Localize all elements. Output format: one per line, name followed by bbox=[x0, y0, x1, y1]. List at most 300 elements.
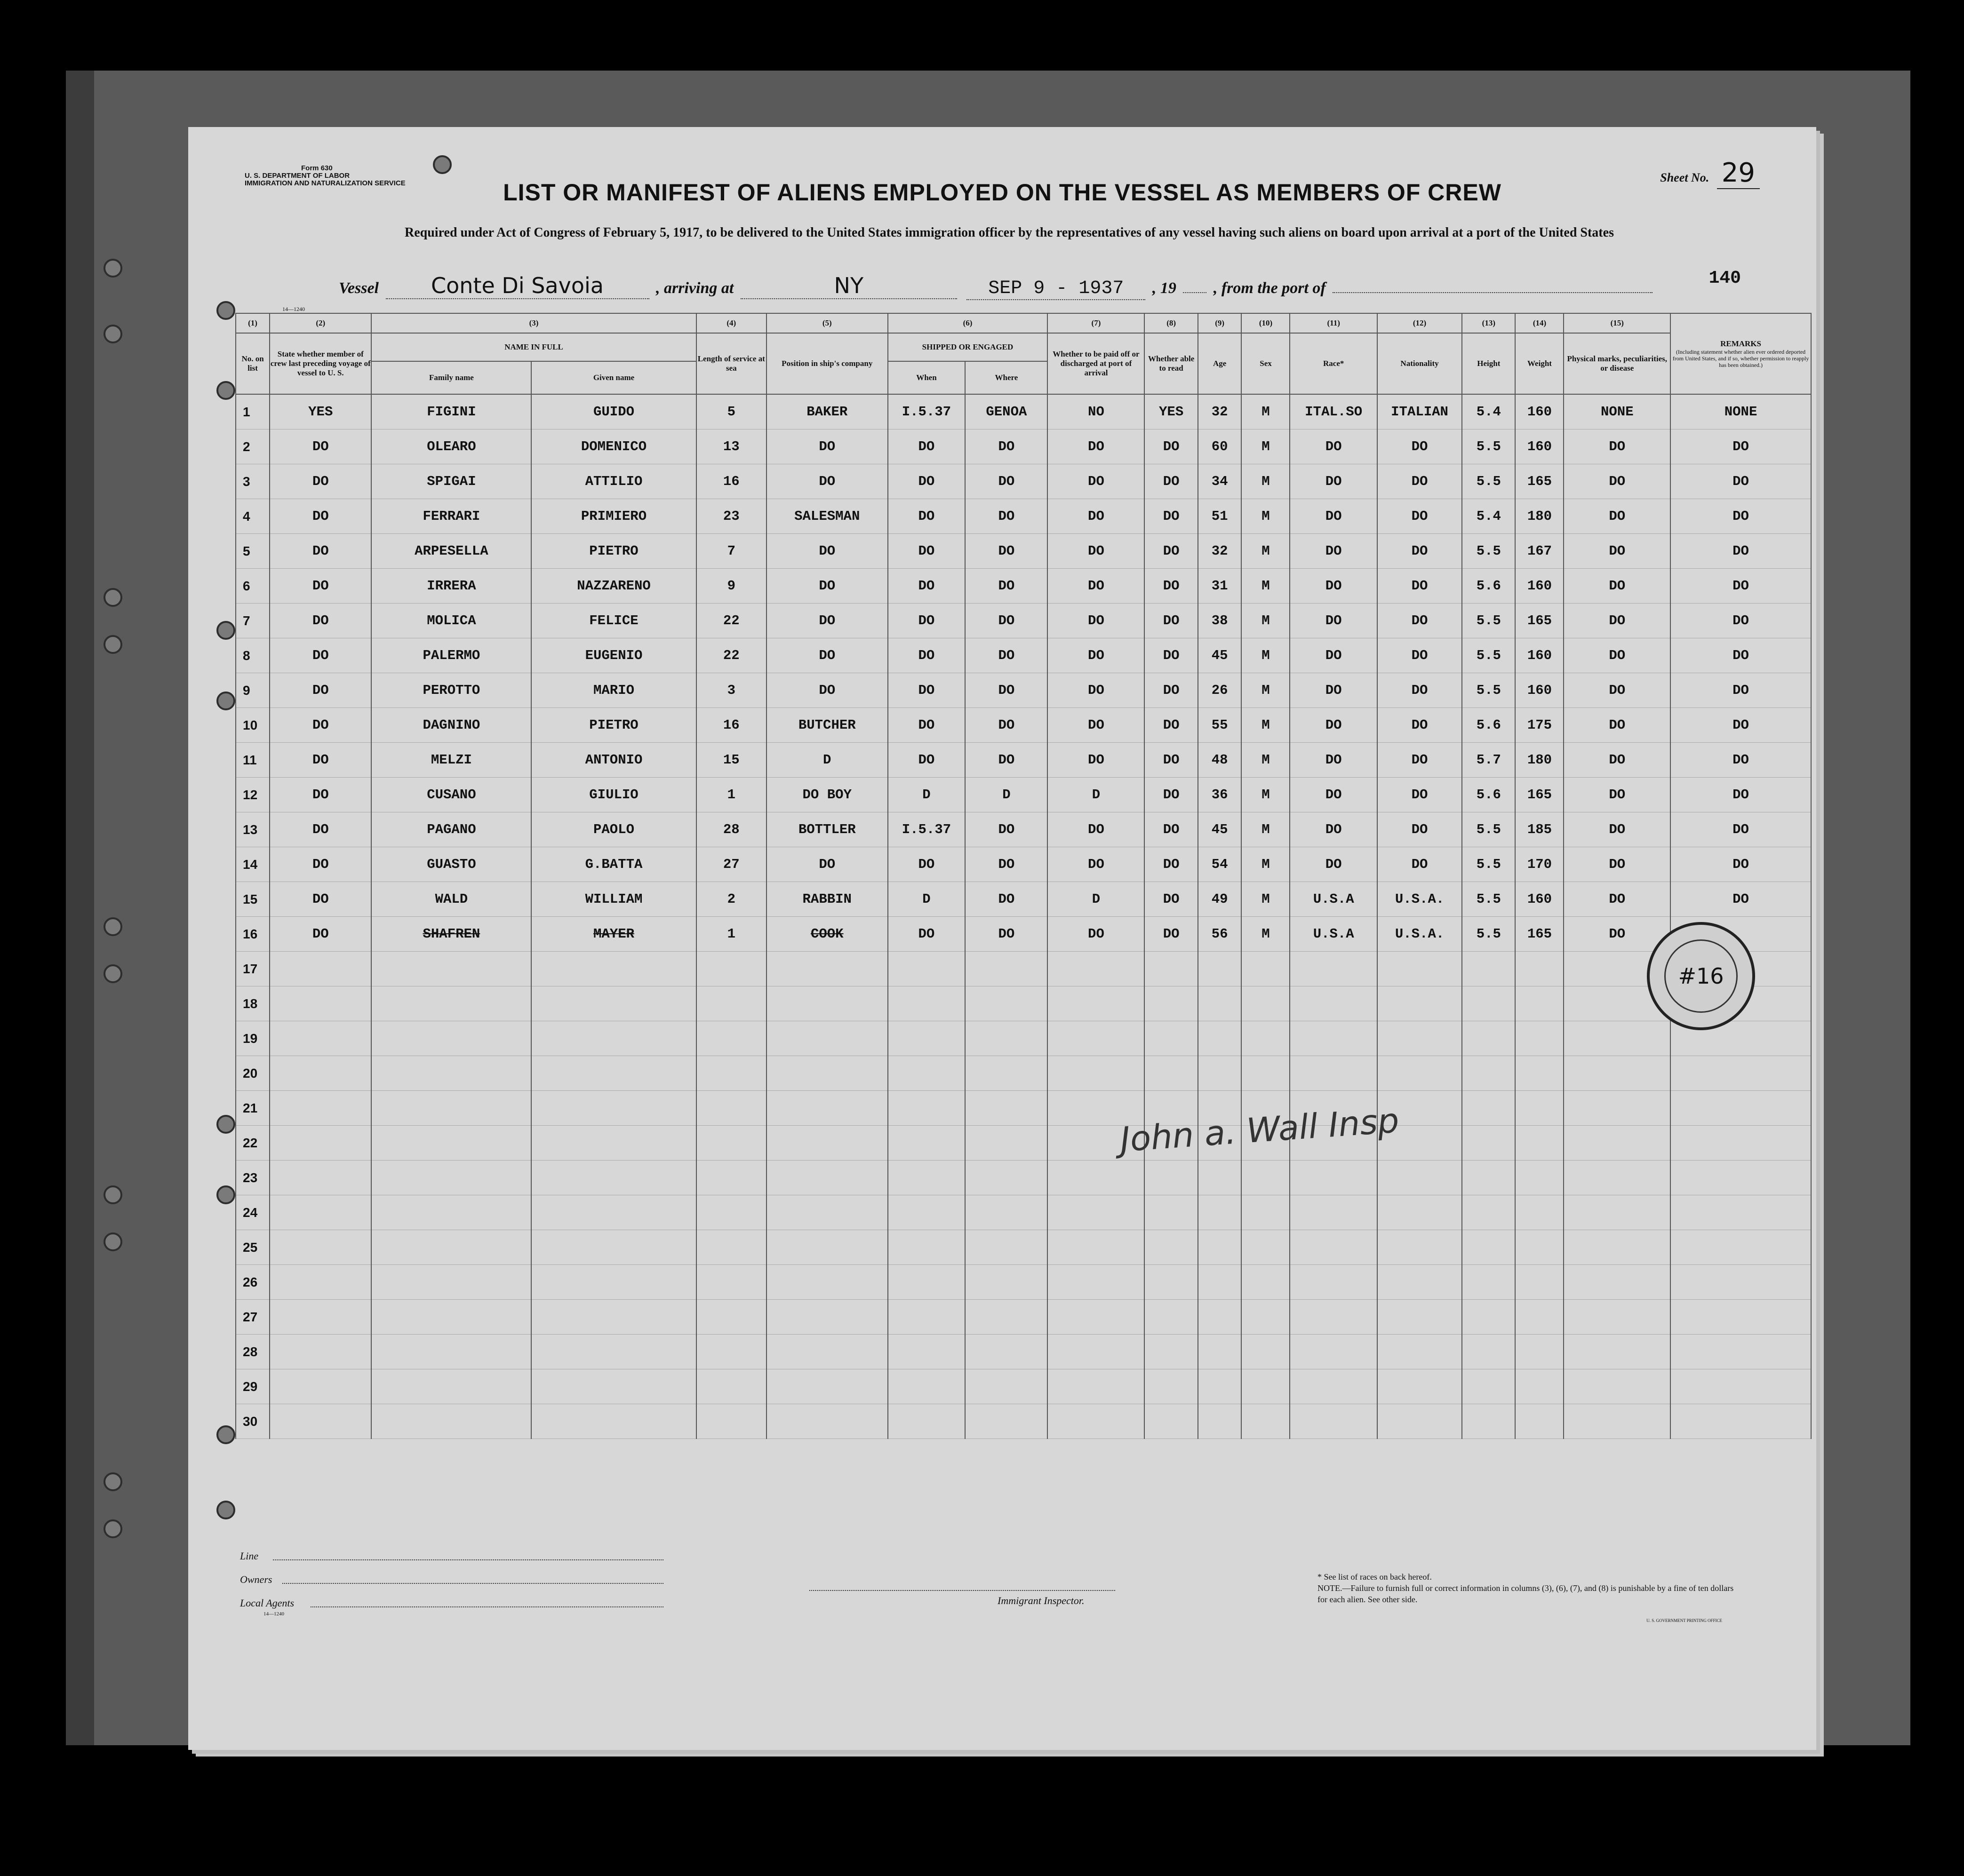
cell-empty bbox=[1198, 1195, 1242, 1230]
cell-empty bbox=[371, 1021, 531, 1056]
cell-empty bbox=[1377, 1230, 1462, 1265]
cell-marks: DO bbox=[1564, 812, 1670, 847]
cell-empty bbox=[270, 1300, 371, 1335]
cell-prev: DO bbox=[270, 743, 371, 778]
col-number: (5) bbox=[766, 313, 888, 333]
cell-empty bbox=[888, 1369, 966, 1404]
cell-empty bbox=[1377, 1369, 1462, 1404]
table-row bbox=[236, 812, 1811, 847]
cell-empty bbox=[1564, 1230, 1670, 1265]
cell-empty bbox=[1515, 1404, 1564, 1439]
cell-empty bbox=[965, 1021, 1047, 1056]
cell-nat: DO bbox=[1377, 464, 1462, 499]
cell-empty bbox=[531, 1369, 696, 1404]
cell-read: DO bbox=[1144, 778, 1198, 812]
footer-owners-blank bbox=[282, 1583, 663, 1584]
cell-empty bbox=[1047, 952, 1144, 986]
cell-empty bbox=[1377, 1161, 1462, 1195]
cell-given: PAOLO bbox=[531, 812, 696, 847]
cell-empty bbox=[1144, 1300, 1198, 1335]
cell-family: SHAFREN bbox=[371, 917, 531, 952]
cell-given: PRIMIERO bbox=[531, 499, 696, 534]
binder-hole bbox=[104, 1232, 122, 1251]
punch-hole bbox=[216, 1115, 235, 1134]
cell-sex: M bbox=[1241, 673, 1290, 708]
cell-empty bbox=[1290, 986, 1377, 1021]
binder-hole bbox=[104, 325, 122, 343]
cell-age: 51 bbox=[1198, 499, 1242, 534]
cell-service: 15 bbox=[696, 743, 766, 778]
cell-service: 1 bbox=[696, 917, 766, 952]
cell-empty bbox=[1198, 1230, 1242, 1265]
cell-position: DO bbox=[766, 847, 888, 882]
from-port bbox=[1333, 292, 1653, 293]
cell-where: DO bbox=[965, 499, 1047, 534]
cell-empty bbox=[1670, 1126, 1811, 1161]
cell-nat: U.S.A. bbox=[1377, 882, 1462, 917]
form-number: Form 630 bbox=[301, 164, 333, 172]
paid-off-header: Whether to be paid off or discharged at port of arrival bbox=[1047, 333, 1144, 394]
cell-empty bbox=[1047, 1021, 1144, 1056]
cell-empty bbox=[1670, 1195, 1811, 1230]
cell-empty bbox=[531, 1404, 696, 1439]
cell-position: COOK bbox=[766, 917, 888, 952]
cell-empty bbox=[888, 1161, 966, 1195]
table-row bbox=[236, 534, 1811, 569]
cell-read: DO bbox=[1144, 882, 1198, 917]
cell-paid: DO bbox=[1047, 569, 1144, 604]
cell-age: 26 bbox=[1198, 673, 1242, 708]
cell-empty bbox=[888, 1265, 966, 1300]
header-row bbox=[236, 333, 1811, 361]
cell-empty bbox=[1515, 1021, 1564, 1056]
arriving-port: NY bbox=[741, 273, 957, 299]
cell-position: BOTTLER bbox=[766, 812, 888, 847]
cell-empty bbox=[696, 1404, 766, 1439]
cell-empty bbox=[1241, 952, 1290, 986]
cell-prev: DO bbox=[270, 464, 371, 499]
from-port-label: , from the port of bbox=[1213, 279, 1326, 297]
cell-empty bbox=[1144, 1195, 1198, 1230]
cell-paid: DO bbox=[1047, 638, 1144, 673]
footer-line-blank bbox=[273, 1559, 663, 1560]
cell-remarks: DO bbox=[1670, 812, 1811, 847]
table-row-empty bbox=[236, 986, 1811, 1021]
year-blank bbox=[1183, 292, 1206, 293]
cell-empty bbox=[1144, 1335, 1198, 1369]
service-header: Length of service at sea bbox=[696, 333, 766, 394]
cell-remarks: DO bbox=[1670, 847, 1811, 882]
cell-race: DO bbox=[1290, 638, 1377, 673]
cell-marks: DO bbox=[1564, 638, 1670, 673]
cell-empty bbox=[1515, 952, 1564, 986]
cell-read: DO bbox=[1144, 812, 1198, 847]
cell-no: 25 bbox=[236, 1230, 270, 1265]
cell-height: 5.6 bbox=[1462, 708, 1515, 743]
cell-paid: NO bbox=[1047, 394, 1144, 429]
cell-sex: M bbox=[1241, 917, 1290, 952]
cell-age: 56 bbox=[1198, 917, 1242, 952]
cell-remarks: NONE bbox=[1670, 394, 1811, 429]
cell-marks: DO bbox=[1564, 778, 1670, 812]
cell-sex: M bbox=[1241, 569, 1290, 604]
cell-no: 27 bbox=[236, 1300, 270, 1335]
cell-height: 5.4 bbox=[1462, 499, 1515, 534]
cell-empty bbox=[1144, 1230, 1198, 1265]
cell-empty bbox=[371, 1404, 531, 1439]
cell-empty bbox=[531, 1021, 696, 1056]
cell-paid: DO bbox=[1047, 917, 1144, 952]
cell-empty bbox=[1144, 1265, 1198, 1300]
vessel-label: Vessel bbox=[339, 279, 379, 297]
cell-empty bbox=[1241, 1230, 1290, 1265]
cell-empty bbox=[1462, 1300, 1515, 1335]
cell-height: 5.4 bbox=[1462, 394, 1515, 429]
cell-family: PAGANO bbox=[371, 812, 531, 847]
cell-given: NAZZARENO bbox=[531, 569, 696, 604]
cell-race: DO bbox=[1290, 847, 1377, 882]
cell-empty bbox=[888, 1091, 966, 1126]
cell-age: 54 bbox=[1198, 847, 1242, 882]
cell-empty bbox=[1198, 1369, 1242, 1404]
cell-given: FELICE bbox=[531, 604, 696, 638]
cell-remarks: DO bbox=[1670, 673, 1811, 708]
name-in-full-header: NAME IN FULL bbox=[371, 333, 696, 361]
cell-empty bbox=[371, 1195, 531, 1230]
cell-when: DO bbox=[888, 429, 966, 464]
table-row bbox=[236, 604, 1811, 638]
cell-empty bbox=[1515, 1056, 1564, 1091]
table-row-empty bbox=[236, 1021, 1811, 1056]
cell-prev: DO bbox=[270, 604, 371, 638]
cell-empty bbox=[1047, 1195, 1144, 1230]
cell-empty bbox=[1290, 1300, 1377, 1335]
cell-empty bbox=[965, 1056, 1047, 1091]
cell-empty bbox=[1290, 1230, 1377, 1265]
cell-empty bbox=[1462, 1091, 1515, 1126]
cell-sex: M bbox=[1241, 534, 1290, 569]
cell-empty bbox=[270, 1404, 371, 1439]
cell-read: DO bbox=[1144, 429, 1198, 464]
cell-read: DO bbox=[1144, 638, 1198, 673]
cell-empty bbox=[1241, 1300, 1290, 1335]
cell-when: DO bbox=[888, 464, 966, 499]
cell-empty bbox=[531, 1126, 696, 1161]
cell-where: DO bbox=[965, 569, 1047, 604]
col-number: (1) bbox=[236, 313, 270, 333]
table-row bbox=[236, 673, 1811, 708]
footer-line-label: Line bbox=[240, 1550, 259, 1562]
cell-read: DO bbox=[1144, 534, 1198, 569]
cell-empty bbox=[965, 952, 1047, 986]
table-row-empty bbox=[236, 1335, 1811, 1369]
cell-empty bbox=[531, 1195, 696, 1230]
cell-marks: DO bbox=[1564, 917, 1670, 952]
table-row bbox=[236, 847, 1811, 882]
cell-given: DOMENICO bbox=[531, 429, 696, 464]
cell-empty bbox=[531, 1265, 696, 1300]
cell-weight: 185 bbox=[1515, 812, 1564, 847]
cell-empty bbox=[1564, 1404, 1670, 1439]
cell-given: GUIDO bbox=[531, 394, 696, 429]
cell-no: 19 bbox=[236, 1021, 270, 1056]
cell-empty bbox=[1198, 952, 1242, 986]
cell-empty bbox=[1047, 1335, 1144, 1369]
cell-nat: DO bbox=[1377, 812, 1462, 847]
remarks-note: (Including statement whether alien ever ordered deported from United States, and if so, whether permission to reapply has been obtained.) bbox=[1672, 349, 1809, 368]
cell-sex: M bbox=[1241, 882, 1290, 917]
cell-when: I.5.37 bbox=[888, 394, 966, 429]
cell-marks: DO bbox=[1564, 464, 1670, 499]
cell-family: FERRARI bbox=[371, 499, 531, 534]
cell-paid: DO bbox=[1047, 673, 1144, 708]
cell-height: 5.5 bbox=[1462, 673, 1515, 708]
cell-empty bbox=[1377, 952, 1462, 986]
cell-empty bbox=[1047, 1230, 1144, 1265]
cell-race: DO bbox=[1290, 604, 1377, 638]
cell-family: IRRERA bbox=[371, 569, 531, 604]
cell-read: DO bbox=[1144, 673, 1198, 708]
cell-service: 3 bbox=[696, 673, 766, 708]
cell-height: 5.5 bbox=[1462, 429, 1515, 464]
cell-empty bbox=[888, 1300, 966, 1335]
cell-family: MOLICA bbox=[371, 604, 531, 638]
cell-empty bbox=[1564, 1126, 1670, 1161]
cell-empty bbox=[1670, 1265, 1811, 1300]
table-row bbox=[236, 708, 1811, 743]
punch-hole bbox=[433, 155, 452, 174]
cell-empty bbox=[1377, 1404, 1462, 1439]
binder-hole bbox=[104, 635, 122, 654]
cell-empty bbox=[1377, 986, 1462, 1021]
cell-empty bbox=[766, 952, 888, 986]
cell-empty bbox=[270, 1056, 371, 1091]
cell-nat: DO bbox=[1377, 743, 1462, 778]
cell-no: 14 bbox=[236, 847, 270, 882]
cell-no: 24 bbox=[236, 1195, 270, 1230]
cell-sex: M bbox=[1241, 743, 1290, 778]
cell-prev: DO bbox=[270, 847, 371, 882]
cell-empty bbox=[1515, 1161, 1564, 1195]
when-header: When bbox=[888, 361, 966, 394]
cell-paid: DO bbox=[1047, 812, 1144, 847]
cell-empty bbox=[696, 1021, 766, 1056]
cell-empty bbox=[888, 1230, 966, 1265]
arriving-label: , arriving at bbox=[656, 279, 734, 297]
cell-family: GUASTO bbox=[371, 847, 531, 882]
cell-where: DO bbox=[965, 812, 1047, 847]
cell-where: D bbox=[965, 778, 1047, 812]
col-number: (11) bbox=[1290, 313, 1377, 333]
department-line: U. S. DEPARTMENT OF LABOR bbox=[245, 172, 350, 180]
cell-empty bbox=[1241, 1335, 1290, 1369]
cell-empty bbox=[1564, 1021, 1670, 1056]
cell-empty bbox=[1670, 1335, 1811, 1369]
cell-empty bbox=[270, 1230, 371, 1265]
cell-sex: M bbox=[1241, 499, 1290, 534]
no-on-list-header: No. on list bbox=[236, 333, 270, 394]
cell-height: 5.5 bbox=[1462, 638, 1515, 673]
cell-race: DO bbox=[1290, 812, 1377, 847]
table-row-empty bbox=[236, 1300, 1811, 1335]
cell-read: YES bbox=[1144, 394, 1198, 429]
table-row-empty bbox=[236, 1161, 1811, 1195]
cell-empty bbox=[270, 1195, 371, 1230]
cell-empty bbox=[888, 952, 966, 986]
cell-empty bbox=[965, 1091, 1047, 1126]
cell-no: 23 bbox=[236, 1161, 270, 1195]
cell-empty bbox=[531, 1335, 696, 1369]
cell-empty bbox=[270, 1369, 371, 1404]
cell-remarks: DO bbox=[1670, 499, 1811, 534]
cell-service: 16 bbox=[696, 708, 766, 743]
age-header: Age bbox=[1198, 333, 1242, 394]
col-number: (9) bbox=[1198, 313, 1242, 333]
cell-empty bbox=[371, 1265, 531, 1300]
cell-empty bbox=[965, 986, 1047, 1021]
cell-empty bbox=[1144, 1161, 1198, 1195]
cell-empty bbox=[1198, 1404, 1242, 1439]
cell-marks: DO bbox=[1564, 847, 1670, 882]
cell-prev: DO bbox=[270, 778, 371, 812]
cell-nat: DO bbox=[1377, 429, 1462, 464]
cell-where: DO bbox=[965, 673, 1047, 708]
cell-empty bbox=[371, 1335, 531, 1369]
arrival-date-stamp: SEP 9 - 1937 bbox=[966, 278, 1145, 300]
cell-empty bbox=[1198, 986, 1242, 1021]
cell-empty bbox=[888, 1021, 966, 1056]
cell-empty bbox=[766, 1056, 888, 1091]
cell-empty bbox=[1047, 1161, 1144, 1195]
cell-empty bbox=[1564, 1091, 1670, 1126]
page-title: LIST OR MANIFEST OF ALIENS EMPLOYED ON THE VESSEL AS MEMBERS OF CREW bbox=[503, 179, 1501, 206]
cell-weight: 160 bbox=[1515, 429, 1564, 464]
race-header: Race* bbox=[1290, 333, 1377, 394]
cell-no: 26 bbox=[236, 1265, 270, 1300]
cell-empty bbox=[1377, 1056, 1462, 1091]
cell-empty bbox=[1515, 986, 1564, 1021]
cell-empty bbox=[1377, 1335, 1462, 1369]
cell-empty bbox=[1198, 1056, 1242, 1091]
binder-hole bbox=[104, 1519, 122, 1538]
cell-race: ITAL.SO bbox=[1290, 394, 1377, 429]
cell-weight: 175 bbox=[1515, 708, 1564, 743]
cell-when: DO bbox=[888, 638, 966, 673]
cell-empty bbox=[1198, 1335, 1242, 1369]
cell-no: 4 bbox=[236, 499, 270, 534]
cell-empty bbox=[1377, 1300, 1462, 1335]
cell-where: DO bbox=[965, 429, 1047, 464]
cell-marks: DO bbox=[1564, 604, 1670, 638]
cell-marks: DO bbox=[1564, 534, 1670, 569]
cell-empty bbox=[696, 986, 766, 1021]
remarks-title: REMARKS bbox=[1720, 339, 1761, 348]
cell-empty bbox=[1564, 1369, 1670, 1404]
cell-empty bbox=[531, 1056, 696, 1091]
binder-hole bbox=[104, 259, 122, 278]
cell-remarks: DO bbox=[1670, 708, 1811, 743]
table-row bbox=[236, 464, 1811, 499]
cell-race: DO bbox=[1290, 464, 1377, 499]
table-row-empty bbox=[236, 1126, 1811, 1161]
manifest-body bbox=[236, 394, 1811, 1439]
cell-where: DO bbox=[965, 882, 1047, 917]
cell-empty bbox=[1241, 1021, 1290, 1056]
cell-sex: M bbox=[1241, 604, 1290, 638]
table-row-empty bbox=[236, 952, 1811, 986]
cell-where: DO bbox=[965, 917, 1047, 952]
cell-empty bbox=[1462, 952, 1515, 986]
cell-empty bbox=[270, 1091, 371, 1126]
cell-where: DO bbox=[965, 534, 1047, 569]
table-row-empty bbox=[236, 1091, 1811, 1126]
cell-given: PIETRO bbox=[531, 708, 696, 743]
footnote-penalty: NOTE.—Failure to furnish full or correct information in columns (3), (6), (7), and (8) is punishable by a fine of ten dollars for each alien. See other side. bbox=[1317, 1583, 1734, 1604]
cell-age: 32 bbox=[1198, 534, 1242, 569]
cell-nat: DO bbox=[1377, 569, 1462, 604]
cell-empty bbox=[1290, 1056, 1377, 1091]
cell-empty bbox=[1290, 952, 1377, 986]
cell-empty bbox=[696, 1126, 766, 1161]
cell-empty bbox=[965, 1265, 1047, 1300]
cell-sex: M bbox=[1241, 812, 1290, 847]
punch-hole bbox=[216, 692, 235, 710]
cell-empty bbox=[696, 1195, 766, 1230]
cell-read: DO bbox=[1144, 847, 1198, 882]
cell-empty bbox=[888, 1056, 966, 1091]
cell-weight: 180 bbox=[1515, 499, 1564, 534]
table-row bbox=[236, 778, 1811, 812]
cell-empty bbox=[766, 1161, 888, 1195]
cell-empty bbox=[1670, 1056, 1811, 1091]
cell-empty bbox=[1462, 1056, 1515, 1091]
cell-prev: DO bbox=[270, 569, 371, 604]
cell-age: 36 bbox=[1198, 778, 1242, 812]
cell-empty bbox=[696, 1091, 766, 1126]
cell-empty bbox=[1241, 1404, 1290, 1439]
cell-position: DO bbox=[766, 604, 888, 638]
cell-prev: DO bbox=[270, 499, 371, 534]
cell-read: DO bbox=[1144, 917, 1198, 952]
cell-empty bbox=[1290, 1021, 1377, 1056]
cell-no: 3 bbox=[236, 464, 270, 499]
table-row bbox=[236, 394, 1811, 429]
cell-family: CUSANO bbox=[371, 778, 531, 812]
cell-empty bbox=[888, 1404, 966, 1439]
cell-empty bbox=[531, 1230, 696, 1265]
cell-empty bbox=[1515, 1195, 1564, 1230]
physical-header: Physical marks, peculiarities, or disease bbox=[1564, 333, 1670, 394]
cell-height: 5.5 bbox=[1462, 812, 1515, 847]
cell-position: DO bbox=[766, 464, 888, 499]
cell-no: 5 bbox=[236, 534, 270, 569]
cell-height: 5.5 bbox=[1462, 917, 1515, 952]
footer-form-ref: 14—1240 bbox=[263, 1611, 284, 1617]
col-number: (13) bbox=[1462, 313, 1515, 333]
punch-hole bbox=[216, 1501, 235, 1519]
cell-empty bbox=[1564, 1195, 1670, 1230]
cell-height: 5.5 bbox=[1462, 847, 1515, 882]
cell-no: 22 bbox=[236, 1126, 270, 1161]
cell-when: DO bbox=[888, 673, 966, 708]
cell-paid: DO bbox=[1047, 847, 1144, 882]
cell-given: MAYER bbox=[531, 917, 696, 952]
table-row-empty bbox=[236, 1195, 1811, 1230]
cell-position: BAKER bbox=[766, 394, 888, 429]
punch-hole bbox=[216, 301, 235, 320]
cell-position: DO BOY bbox=[766, 778, 888, 812]
cell-age: 45 bbox=[1198, 812, 1242, 847]
